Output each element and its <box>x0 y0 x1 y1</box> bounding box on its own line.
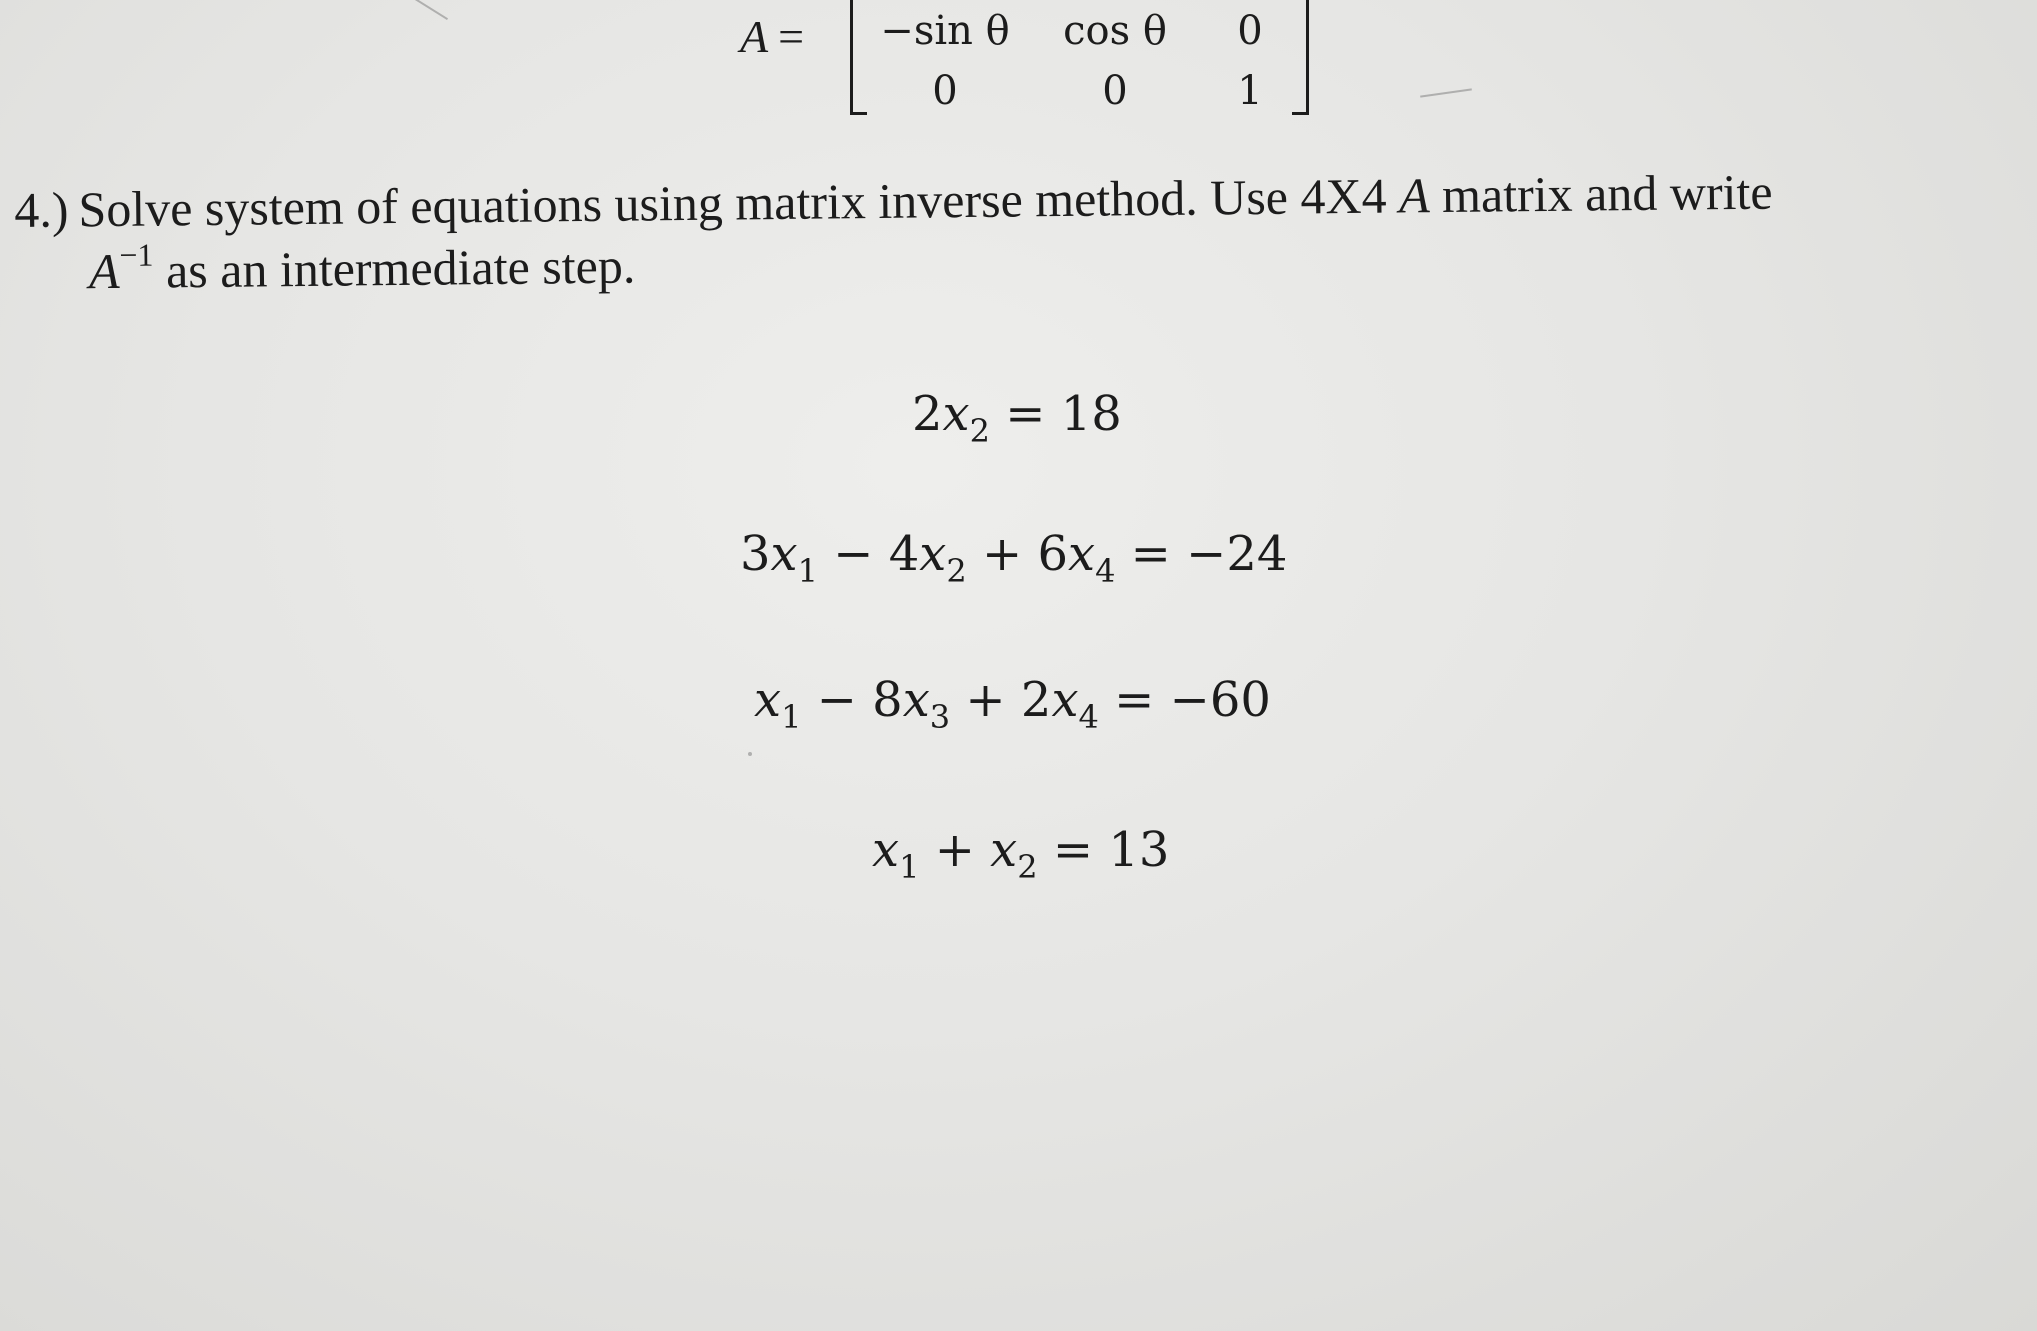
matrix-cell: 0 <box>1237 8 1263 54</box>
variable-subscript: 1 <box>797 552 818 590</box>
matrix-cell: 0 <box>1102 68 1128 114</box>
equation-term: − 8 <box>801 672 903 728</box>
equation-variable: x <box>990 822 1018 878</box>
matrix-variable: A <box>1398 167 1430 224</box>
problem-number: 4.) <box>14 181 69 238</box>
matrix-label <box>740 10 804 63</box>
equation-4 <box>872 822 1170 886</box>
matrix-cell: 0 <box>932 68 958 114</box>
variable-subscript: 2 <box>969 412 990 450</box>
equals-sign: = <box>778 11 805 62</box>
left-bracket <box>850 0 867 115</box>
problem-text-line2: as an intermediate step. <box>165 237 636 299</box>
inverse-variable: A <box>88 242 120 300</box>
matrix-cell: −sin θ <box>880 8 1010 54</box>
equation-term: = 13 <box>1037 822 1170 878</box>
equation-term: 3 <box>740 526 771 582</box>
equation-term: + 2 <box>950 672 1052 728</box>
equation-term: + 6 <box>966 526 1068 582</box>
equation-variable: x <box>872 822 900 878</box>
equation-term: 2 <box>912 386 943 442</box>
problem-text: Solve system of equations using matrix inverse method. Use 4X4 <box>78 167 1387 238</box>
equation-variable: x <box>1067 526 1096 582</box>
variable-subscript: 2 <box>946 552 967 590</box>
equation-variable: x <box>770 526 798 582</box>
equation-variable: x <box>902 672 930 728</box>
right-bracket <box>1292 0 1309 115</box>
variable-subscript: 4 <box>1095 552 1116 590</box>
inverse-exponent: −1 <box>119 236 154 273</box>
equation-variable: x <box>1051 672 1079 728</box>
equation-term: − 4 <box>817 526 920 582</box>
pencil-dot <box>748 752 752 756</box>
matrix-cell: 1 <box>1237 68 1263 114</box>
matrix-cell: cos θ <box>1063 8 1167 54</box>
problem-text-tail: matrix and write <box>1441 163 1773 224</box>
variable-subscript: 1 <box>899 848 920 886</box>
equation-term: = −60 <box>1098 672 1271 728</box>
variable-subscript: 2 <box>1017 848 1038 886</box>
variable-subscript: 4 <box>1078 698 1099 736</box>
equation-3 <box>754 672 1271 736</box>
equation-variable: x <box>942 386 970 442</box>
problem-statement <box>14 159 2005 302</box>
equation-variable: x <box>754 672 782 728</box>
rotation-matrix <box>740 0 1340 120</box>
equation-1 <box>912 386 1122 450</box>
equation-variable: x <box>919 526 947 582</box>
equation-term: + <box>919 822 991 878</box>
variable-subscript: 1 <box>781 698 802 736</box>
matrix-name: A <box>740 11 769 62</box>
equation-term: = 18 <box>989 386 1122 442</box>
pencil-mark <box>408 0 448 20</box>
equation-2 <box>740 526 1288 590</box>
variable-subscript: 3 <box>929 698 951 736</box>
equation-term: = −24 <box>1115 526 1288 582</box>
pencil-mark <box>1420 88 1472 97</box>
